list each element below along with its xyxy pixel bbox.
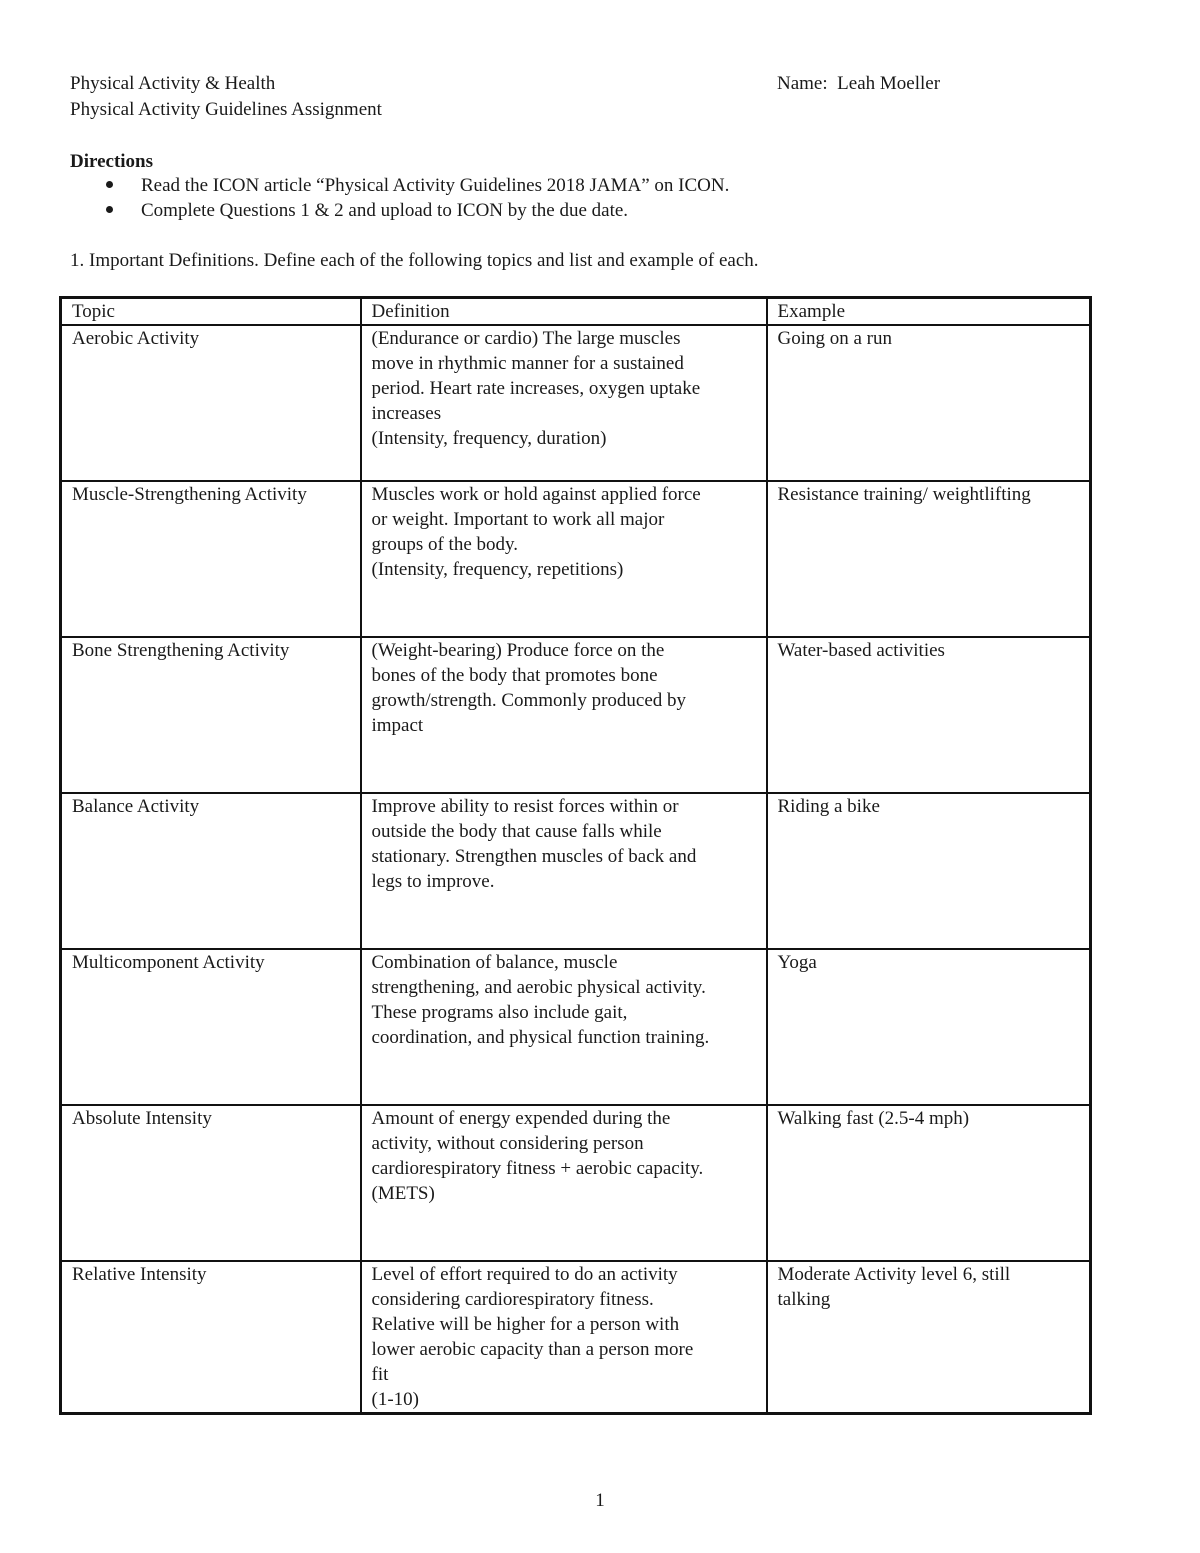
- example-cell: Walking fast (2.5-4 mph): [767, 1105, 1091, 1261]
- name-value: Leah Moeller: [837, 73, 941, 94]
- assignment-title: Physical Activity Guidelines Assignment: [70, 99, 382, 120]
- topic-cell: Absolute Intensity: [61, 1105, 361, 1261]
- table-row: [61, 637, 1091, 793]
- topic-cell: Relative Intensity: [61, 1261, 361, 1414]
- student-name: [777, 71, 940, 96]
- table-row: [61, 325, 1091, 481]
- topic-cell: Balance Activity: [61, 793, 361, 949]
- example-cell: Going on a run: [767, 325, 1091, 481]
- bullet-icon: [106, 206, 113, 213]
- topic-cell: Aerobic Activity: [61, 325, 361, 481]
- header-topic: Topic: [61, 298, 361, 326]
- example-cell: Resistance training/ weightlifting: [767, 481, 1091, 637]
- definition-cell: Combination of balance, muscle strengthening, and aerobic physical activity. These programs also include gait, coordination, and physical function training.: [361, 949, 767, 1105]
- name-label: Name:: [777, 73, 828, 94]
- bullet-icon: [106, 181, 113, 188]
- table-header-row: [61, 298, 1091, 326]
- directions-item: Read the ICON article “Physical Activity Guidelines 2018 JAMA” on ICON.: [141, 175, 730, 196]
- example-cell: Riding a bike: [767, 793, 1091, 949]
- definition-cell: (Weight-bearing) Produce force on the bones of the body that promotes bone growth/strength. Commonly produced by impact: [361, 637, 767, 793]
- table-row: [61, 1261, 1091, 1414]
- definition-cell: Improve ability to resist forces within or outside the body that cause falls while stationary. Strengthen muscles of back and legs to improve.: [361, 793, 767, 949]
- table-row: [61, 949, 1091, 1105]
- header-definition: Definition: [361, 298, 767, 326]
- question-1: 1. Important Definitions. Define each of the following topics and list and example of each.: [70, 250, 759, 271]
- definition-cell: Muscles work or hold against applied force or weight. Important to work all major groups of the body. (Intensity, frequency, repetitions): [361, 481, 767, 637]
- example-cell: Water-based activities: [767, 637, 1091, 793]
- table-row: [61, 1105, 1091, 1261]
- course-title: Physical Activity & Health: [70, 73, 276, 94]
- example-cell: Moderate Activity level 6, still talking: [767, 1261, 1091, 1414]
- topic-cell: Multicomponent Activity: [61, 949, 361, 1105]
- directions-heading: Directions: [70, 151, 154, 172]
- topic-cell: Bone Strengthening Activity: [61, 637, 361, 793]
- example-cell: Yoga: [767, 949, 1091, 1105]
- definition-cell: Level of effort required to do an activity considering cardiorespiratory fitness. Relative will be higher for a person with lower aerobic capacity than a person more fit (1-10): [361, 1261, 767, 1414]
- directions-item: Complete Questions 1 & 2 and upload to ICON by the due date.: [141, 200, 629, 221]
- table-row: [61, 481, 1091, 637]
- table-row: [61, 793, 1091, 949]
- page-number: 1: [595, 1490, 605, 1511]
- definitions-table: [59, 296, 1092, 1415]
- definition-cell: Amount of energy expended during the activity, without considering person cardiorespiratory fitness + aerobic capacity. (METS): [361, 1105, 767, 1261]
- topic-cell: Muscle-Strengthening Activity: [61, 481, 361, 637]
- definition-cell: (Endurance or cardio) The large muscles move in rhythmic manner for a sustained period. Heart rate increases, oxygen uptake increases (Intensity, frequency, duration): [361, 325, 767, 481]
- header-example: Example: [767, 298, 1091, 326]
